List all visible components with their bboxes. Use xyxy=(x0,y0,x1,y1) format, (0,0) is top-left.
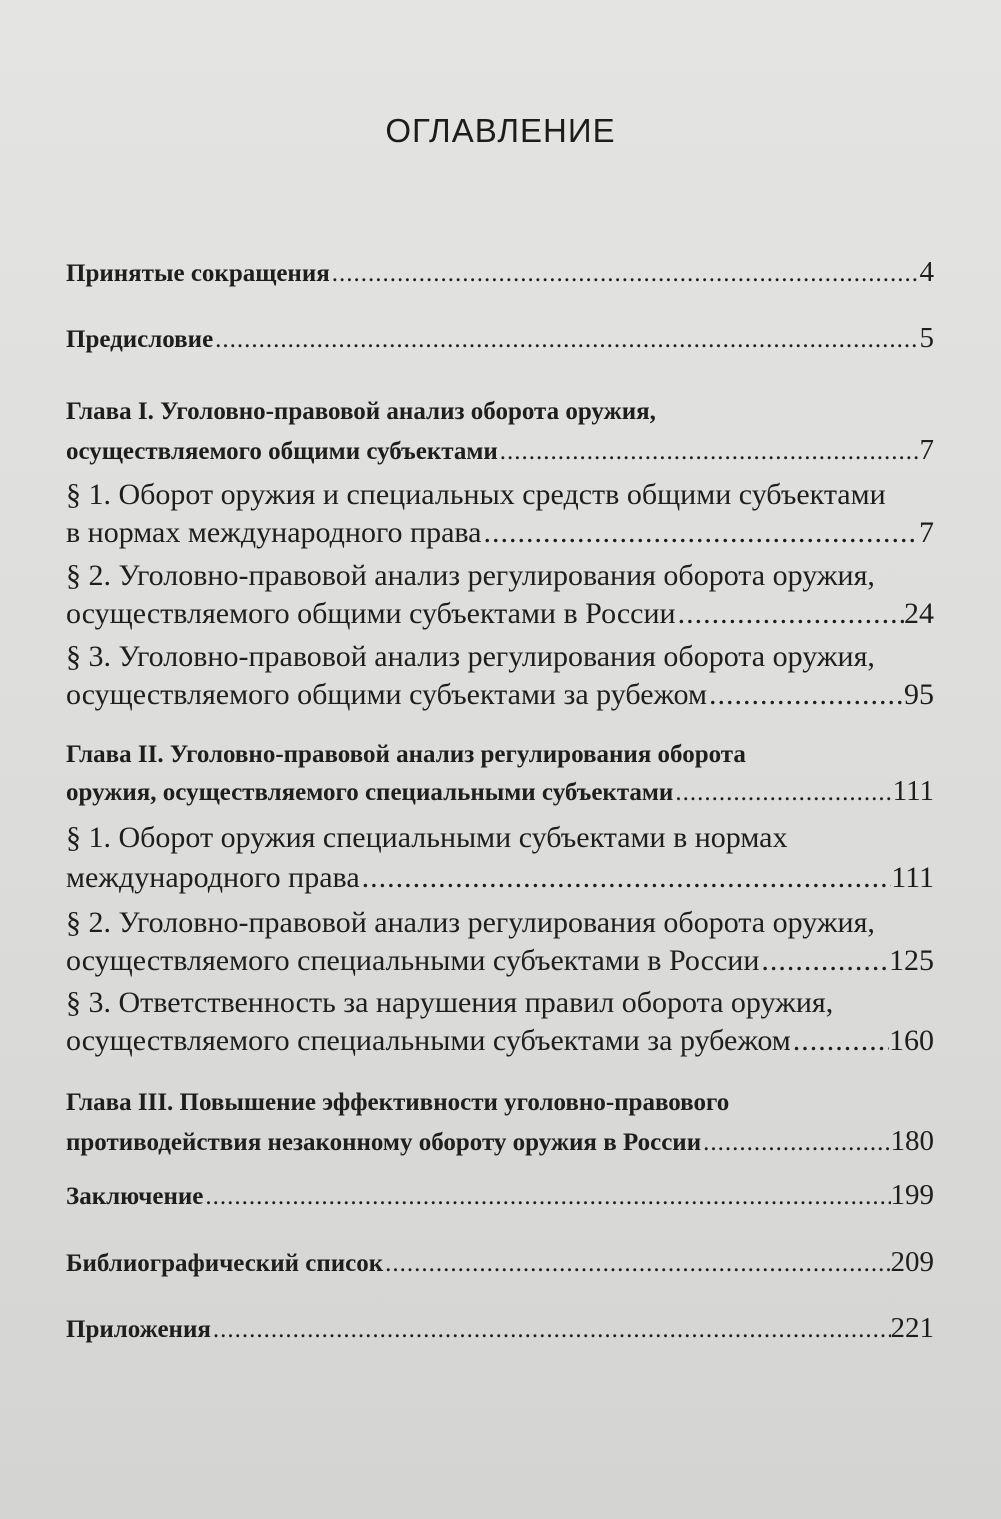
toc-entry-chapter-3 xyxy=(66,1084,934,1162)
toc-page-number: 160 xyxy=(889,1024,934,1057)
toc-page-number: 24 xyxy=(904,597,934,630)
toc-entry-title-line: осуществляемого общими субъектами за рубежом xyxy=(66,678,707,711)
toc-entry-title: Заключение xyxy=(66,1183,204,1210)
dot-leader xyxy=(330,260,920,288)
toc-entry-title-line: § 3. Ответственность за нарушения правил оборота оружия, xyxy=(66,986,834,1019)
toc-page-number: 7 xyxy=(919,434,934,466)
toc-entry-title-line: противодействия незаконному обороту оружия в России xyxy=(66,1129,702,1156)
toc-entry-chapter-2-section-3 xyxy=(66,984,934,1060)
toc-entry-title-line: Глава II. Уголовно-правовой анализ регулирования оборота xyxy=(66,741,746,768)
dot-leader xyxy=(791,1022,889,1060)
toc-entry-title-line: осуществляемого общими субъектами xyxy=(66,438,498,465)
toc-entry-conclusion xyxy=(66,1179,934,1212)
toc-entry-title-line: § 1. Оборот оружия и специальных средств общими субъектами xyxy=(66,478,886,511)
toc-entry-title-line: оружия, осуществляемого специальными субъектами xyxy=(66,779,674,806)
toc-entry-title: Принятые сокращения xyxy=(66,260,330,287)
toc-entry-chapter-2-section-1 xyxy=(66,818,934,898)
toc-entry-bibliography xyxy=(66,1246,934,1279)
toc-entry-title-line: § 1. Оборот оружия специальными субъектами в нормах xyxy=(66,821,788,854)
toc-entry-title: Библиографический список xyxy=(66,1250,384,1277)
toc-page-number: 111 xyxy=(891,861,934,894)
dot-leader xyxy=(676,595,904,633)
dot-leader xyxy=(701,1124,890,1162)
dot-leader xyxy=(498,433,920,471)
toc-entry-title-line: осуществляемого специальными субъектами за рубежом xyxy=(66,1024,791,1057)
toc-entry-chapter-1-section-1 xyxy=(66,476,934,552)
dot-leader xyxy=(211,1316,891,1344)
toc-page-number: 199 xyxy=(890,1179,934,1211)
toc-entry-title: Приложения xyxy=(66,1316,211,1343)
toc-entry-title: Предисловие xyxy=(66,326,214,353)
toc-entry-chapter-2 xyxy=(66,737,934,811)
toc-entry-appendices xyxy=(66,1312,934,1345)
toc-entry-title-line: § 2. Уголовно-правовой анализ регулирования оборота оружия, xyxy=(66,559,875,592)
toc-entry-chapter-1 xyxy=(66,393,934,471)
toc-entry-abbreviations xyxy=(66,256,934,289)
dot-leader xyxy=(360,858,892,898)
toc-page-number: 125 xyxy=(889,944,934,977)
toc-page-number: 221 xyxy=(890,1312,934,1344)
toc-page-number: 95 xyxy=(904,678,934,711)
toc-entry-chapter-2-section-2 xyxy=(66,904,934,980)
dot-leader xyxy=(203,1183,890,1211)
page-title: ОГЛАВЛЕНИЕ xyxy=(385,112,616,149)
dot-leader xyxy=(213,326,919,354)
toc-entry-title-line: в нормах международного права xyxy=(66,516,482,549)
toc-page-number: 209 xyxy=(890,1246,934,1278)
toc-entry-preface xyxy=(66,322,934,355)
toc-entry-title-line: осуществляемого специальными субъектами в России xyxy=(66,944,760,977)
toc-page-number: 111 xyxy=(892,775,934,807)
dot-leader xyxy=(482,514,920,552)
toc-page-number: 4 xyxy=(919,256,934,288)
toc-entry-title-line: § 3. Уголовно-правовой анализ регулирования оборота оружия, xyxy=(66,640,875,673)
toc-entry-chapter-1-section-2 xyxy=(66,557,934,633)
dot-leader xyxy=(383,1250,890,1278)
toc-entry-title-line: Глава I. Уголовно-правовой анализ оборота оружия, xyxy=(66,398,656,425)
toc-entry-title-line: международного права xyxy=(66,861,360,894)
toc-entry-title-line: § 2. Уголовно-правовой анализ регулирования оборота оружия, xyxy=(66,906,875,939)
toc-page-number: 7 xyxy=(919,516,934,549)
toc-page-number: 180 xyxy=(890,1125,934,1157)
dot-leader xyxy=(759,942,889,980)
toc-page-number: 5 xyxy=(919,322,934,354)
toc-entry-chapter-1-section-3 xyxy=(66,638,934,714)
dot-leader xyxy=(673,775,892,811)
toc-entry-title-line: осуществляемого общими субъектами в России xyxy=(66,597,676,630)
toc-entry-title-line: Глава III. Повышение эффективности уголовно-правового xyxy=(66,1089,730,1116)
dot-leader xyxy=(707,676,904,714)
